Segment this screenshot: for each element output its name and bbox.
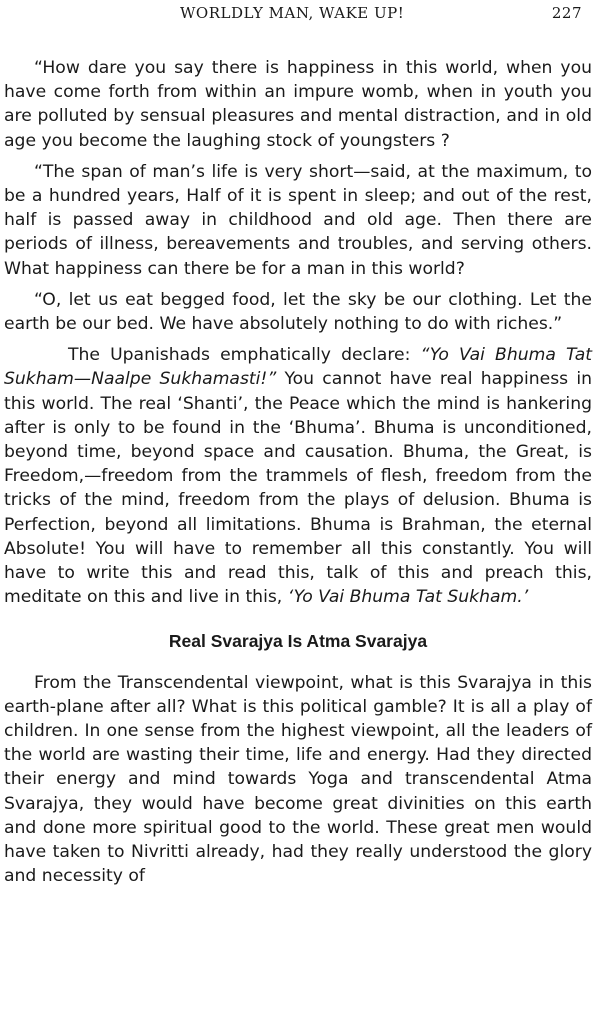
paragraph-begged-food: “O, let us eat begged food, let the sky be our clothing. Let the earth be our bed. We have absolutely nothing to do with riches.” <box>4 289 592 335</box>
upanishad-quote: “Yo Vai Bhuma Tat Sukham—Naalpe Sukhamasti!” <box>4 345 592 390</box>
running-header <box>0 4 600 26</box>
paragraph-span-of-life: “The span of man’s life is very short—said, at the maximum, to be a hundred years, Half of it is spent in sleep; and out of the rest, half is passed away in childhood and old age. Then there are periods of illness, bereavements and troubles, and serving others. What happiness can there be for a man in this world? <box>4 161 592 279</box>
paragraph-transcendental: From the Transcendental viewpoint, what is this Svarajya in this earth-plane after all? What is this political gamble? It is all a play of children. In one sense from the highest viewpoint, all the leaders of the world are wasting their time, life and energy. Had they directed their energy and mind towards Yoga and transcendental Atma Svarajya, they would have become great divinities on this earth and done more spiritual good to the world. These great men would have taken to Nivritti already, had they really understood the glory and necessity of <box>4 672 592 887</box>
header-title: WORLDLY MAN, WAKE UP! <box>180 4 405 22</box>
page-number: 227 <box>551 4 582 22</box>
section-heading: Real Svarajya Is Atma Svarajya <box>168 631 428 652</box>
upanishad-intro: The Upanishads emphatically declare: <box>68 345 421 366</box>
upanishad-body: You cannot have real happiness in this world. The real ‘Shanti’, the Peace which the mind is hankering after is only to be found in the ‘Bhuma’. Bhuma is unconditioned, beyond time, beyond space and causation. Bhuma, the Great, is Freedom,—freedom from the trammels of flesh, freedom from the tricks of the mind, freedom from the plays of delusion. Bhuma is Perfection, beyond all limitations. Bhuma is Brahman, the eternal Absolute! You will have to remember all this constantly. You will have to write this and read this, talk of this and preach this, meditate on this and live in this, <box>4 369 592 608</box>
upanishad-closing-quote: ‘Yo Vai Bhuma Tat Sukham.’ <box>287 587 529 608</box>
paragraph-happiness-question: “How dare you say there is happiness in this world, when you have come forth from within an impure womb, when in youth you are polluted by sensual pleasures and mental distraction, and in old age you become the laughing stock of youngsters ? <box>4 58 592 151</box>
paragraph-upanishads <box>4 343 592 609</box>
page-body <box>4 56 592 889</box>
